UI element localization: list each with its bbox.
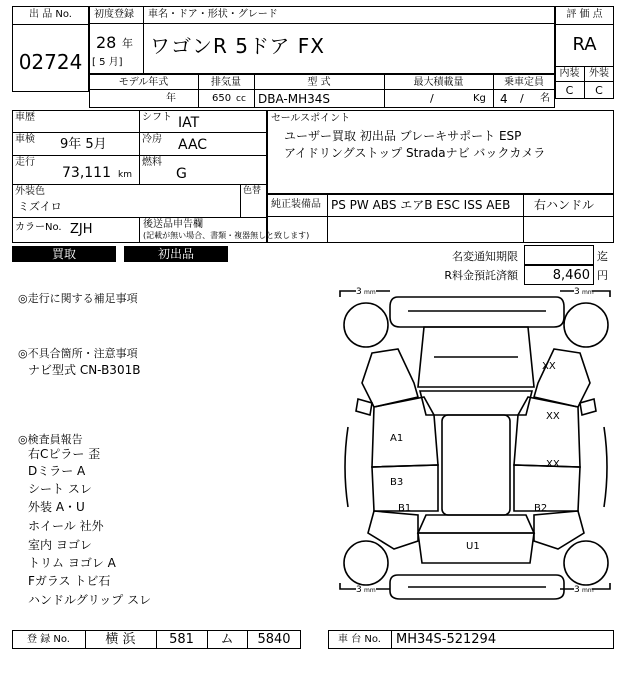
mark-xx-right-rear-door: XX <box>546 459 560 470</box>
mark-b1-left-rear-fender: B1 <box>398 503 412 514</box>
tire-rear-left-depth: 3 <box>356 585 362 595</box>
equipment-label: 純正装備品 <box>271 199 321 210</box>
model-year-header: モデル年式 <box>118 77 169 88</box>
driving-notes-title: ◎走行に関する補足事項 <box>18 292 138 305</box>
post-item-note: (記載が無い場合、書類・複器無しと致します) <box>143 231 310 240</box>
shift-label: シフト <box>142 112 172 123</box>
registration-class: 581 <box>169 632 194 647</box>
recycle-value: 8,460 <box>552 268 590 283</box>
tire-rear-right-unit: mm <box>582 587 594 594</box>
inspector-line: ホイール 社外 <box>28 519 104 533</box>
inspector-line: 室内 ヨゴレ <box>28 538 92 552</box>
registration-year: 28 <box>96 33 117 52</box>
recycle-label: R料金預託済額 <box>444 269 518 282</box>
mark-a1-left-door: A1 <box>390 433 404 444</box>
max-load-unit: Kg <box>473 93 486 104</box>
registration-year-unit: 年 <box>122 37 133 50</box>
name-change-value-box <box>524 245 594 265</box>
exterior-score: C <box>595 84 603 97</box>
mileage-label: 走行 <box>15 157 35 168</box>
car-damage-diagram <box>338 287 614 625</box>
lot-number-label: 出 品 No. <box>29 9 72 20</box>
inspector-line: トリム ヨゴレ A <box>28 556 116 570</box>
fuel-value: G <box>176 166 187 182</box>
chassis-number: MH34S-521294 <box>396 632 497 647</box>
mileage-unit: km <box>118 170 132 180</box>
type-value: DBA-MH34S <box>258 92 331 106</box>
tire-front-left-unit: mm <box>364 289 376 296</box>
inspector-line: 右Cピラー 歪 <box>28 447 101 461</box>
mark-u1-rear: U1 <box>466 541 480 552</box>
ac-label: 冷房 <box>142 134 162 145</box>
capacity-header: 乗車定員 <box>504 77 544 88</box>
sales-point-line-1: ユーザー買取 初出品 ブレーキサポート ESP <box>284 129 522 143</box>
mileage-value: 73,111 <box>62 165 111 181</box>
history-label: 車歴 <box>15 112 35 123</box>
color-change-label: 色替 <box>243 186 262 196</box>
model-year-unit: 年 <box>166 93 176 104</box>
shaken-label: 車検 <box>15 134 35 145</box>
tire-rear-right-depth: 3 <box>574 585 580 595</box>
score-label: 評 価 点 <box>566 9 603 20</box>
type-header: 型 式 <box>307 77 331 88</box>
interior-label: 内装 <box>559 68 580 79</box>
first-registration-label: 初度登録 <box>94 9 134 20</box>
ac-value: AAC <box>178 137 208 153</box>
registration-kana: ム <box>220 632 234 647</box>
post-item-label: 後送品申告欄 <box>143 219 203 230</box>
color-no-value: ZJH <box>70 222 93 237</box>
shift-value: IAT <box>178 115 200 131</box>
shoshutsu-tag: 初出品 <box>124 246 228 262</box>
capacity-slash: / <box>520 92 524 105</box>
displacement-unit: cc <box>236 94 246 104</box>
car-name-label: 車名・ドア・形状・グレード <box>148 9 278 20</box>
handle-value: 右ハンドル <box>534 198 595 212</box>
sales-point-line-2: アイドリングストップ Stradaナビ バックカメラ <box>284 146 546 160</box>
fuel-label: 燃料 <box>142 157 162 168</box>
kaitori-tag: 買取 <box>12 246 116 262</box>
color-no-label: カラーNo. <box>15 222 62 233</box>
inspector-line: 外装 A・U <box>28 500 85 514</box>
displacement-value: 650 <box>212 93 232 104</box>
lot-number: 02724 <box>18 50 83 74</box>
chassis-label: 車 台 No. <box>338 634 381 645</box>
inspector-title: ◎検査員報告 <box>18 433 83 446</box>
mark-b3-left-rear-door: B3 <box>390 477 404 488</box>
registration-label: 登 録 No. <box>27 634 70 645</box>
mark-xx-right-fender: XX <box>542 361 556 372</box>
defect-notes-title: ◎不具合箇所・注意事項 <box>18 347 138 360</box>
car-name: ワゴンR 5ドア FX <box>150 34 325 58</box>
tire-front-right-unit: mm <box>582 289 594 296</box>
name-change-label: 名変通知期限 <box>452 250 518 263</box>
registration-serial: 5840 <box>257 632 291 647</box>
recycle-unit: 円 <box>597 269 608 282</box>
sales-point-label: セールスポイント <box>271 113 351 124</box>
color-value: ミズイロ <box>18 200 62 213</box>
equipment-value: PS PW ABS エアB ESC ISS AEB <box>331 198 511 212</box>
shaken-value: 9年 5月 <box>60 137 107 152</box>
exterior-label: 外装 <box>589 68 609 79</box>
tire-front-right-depth: 3 <box>574 287 580 297</box>
mark-b2-right-rear-fender: B2 <box>534 503 548 514</box>
inspector-line: シート スレ <box>28 482 92 496</box>
inspector-line: ハンドルグリップ スレ <box>28 593 152 607</box>
inspector-line: Dミラー A <box>28 464 86 478</box>
registration-month: [ 5 月] <box>92 57 123 68</box>
capacity-unit: 名 <box>540 93 550 104</box>
inspector-line: Fガラス トビ石 <box>28 574 111 588</box>
score-value: RA <box>572 34 597 55</box>
max-load-header: 最大積載量 <box>413 77 464 88</box>
displacement-header: 排気量 <box>211 77 241 88</box>
tire-front-left-depth: 3 <box>356 287 362 297</box>
color-label: 外装色 <box>15 186 45 197</box>
interior-score: C <box>565 84 574 97</box>
mark-xx-right-front-door: XX <box>546 411 560 422</box>
registration-place: 横 浜 <box>105 632 136 647</box>
capacity-value: 4 <box>500 92 508 106</box>
defect-note-line: ナビ型式 CN-B301B <box>28 363 141 377</box>
max-load-value: / <box>430 92 434 105</box>
tire-rear-left-unit: mm <box>364 587 376 594</box>
name-change-unit: 迄 <box>597 250 608 263</box>
